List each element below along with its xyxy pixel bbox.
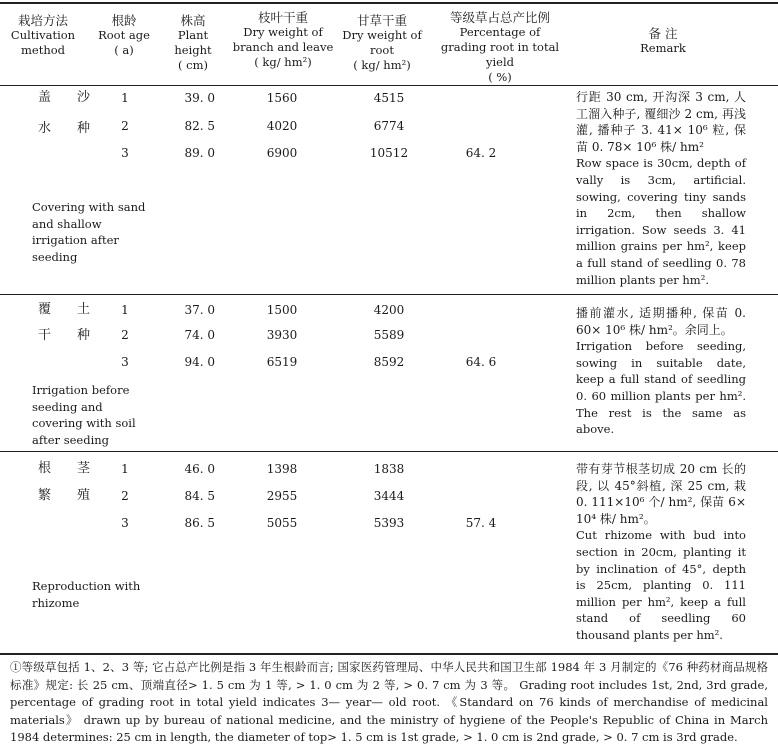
row2-root-1: 4200 — [373, 303, 405, 317]
row2-method-zh-1: 覆土 — [38, 302, 117, 317]
row3-remark — [576, 461, 746, 644]
row3-age-2: 2 — [121, 489, 129, 503]
row3-root-3: 5393 — [373, 516, 405, 530]
row3-method-zh-1: 根茎 — [38, 461, 117, 476]
table-footnote: ①等级草包括 1、2、3 等; 它占总产比例是指 3 年生根龄而言; 国家医药管理局、中华人民共和国卫生部 1984 年 3 月制定的《76 种药材商品规格标准》规定: 长 25 cm、顶端直径> 1. 5 cm 为 1 等, > 1. 0 cm 为 2 等, > 0. 7 cm 为 3 等。 Grading root includes 1st, 2nd, 3rd grade, percentage of grading root in total yield indicates 3— year— old root. 《Standard on 76 kinds of merchandise of medicinal materials》 drawn up by bureau of national medicine, and the ministry of hygiene of the People's Republic of China in March 1984 determines: 25 cm in length, the diameter of top> 1. 5 cm is 1st grade, > 1. 0 cm is 2nd grade, > 0. 7 cm is 3rd grade. — [10, 660, 768, 744]
row1-remark-en: Row space is 30cm, depth of vally is 3cm, artificial. sowing, covering tiny sands in 2cm, then shallow irrigation. Sow seeds 3. 41 million grains per hm², keep a full stand of seedling 0. 78 million plants per hm². — [576, 156, 746, 287]
row3-height-1: 46. 0 — [184, 462, 215, 476]
row1-height-2: 82. 5 — [184, 119, 215, 133]
header-remark: 备 注 Remark — [640, 26, 686, 55]
row2-height-1: 37. 0 — [184, 303, 215, 317]
row1-age-3: 3 — [121, 146, 129, 160]
row1-branch-1: 1560 — [266, 91, 298, 105]
row3-height-3: 86. 5 — [184, 516, 215, 530]
row3-branch-3: 5055 — [266, 516, 298, 530]
row1-branch-2: 4020 — [266, 119, 298, 133]
header-bottom-rule — [0, 85, 778, 86]
row3-root-1: 1838 — [373, 462, 405, 476]
row1-method-zh-1: 盖沙 — [38, 90, 117, 105]
row2-method-en: Irrigation before seeding and covering with soil after seeding — [32, 383, 136, 447]
row1-method-zh-2: 水种 — [38, 121, 117, 136]
row2-branch-2: 3930 — [266, 328, 298, 342]
row2-branch-1: 1500 — [266, 303, 298, 317]
row3-branch-2: 2955 — [266, 489, 298, 503]
row2-age-2: 2 — [121, 328, 129, 342]
row1-remark — [576, 89, 746, 288]
row3-branch-1: 1398 — [266, 462, 298, 476]
row3-age-1: 1 — [121, 462, 129, 476]
row2-remark-en: Irrigation before seeding, sowing in suitable date, keep a full stand of seedling 0. 60 million plants per hm². The rest is the same as above. — [576, 339, 746, 437]
row3-remark-zh: 带有芽节根茎切成 20 cm 长的段, 以 45°斜植, 深 25 cm, 栽 0. 111×10⁶ 个/ hm², 保苗 6× 10⁴ 株/ hm²。 — [576, 462, 746, 526]
table-top-rule — [0, 2, 778, 4]
row3-remark-en: Cut rhizome with bud into section in 20cm, planting it by inclination of 45°, depth is 25cm, planting 0. 111 million per hm², keep a full stand of seedling 60 thousand plants per hm². — [576, 528, 746, 642]
row1-age-1: 1 — [121, 91, 129, 105]
row3-height-2: 84. 5 — [184, 489, 215, 503]
row1-branch-3: 6900 — [266, 146, 298, 160]
row3-root-2: 3444 — [373, 489, 405, 503]
row2-age-3: 3 — [121, 355, 129, 369]
row1-remark-zh: 行距 30 cm, 开沟深 3 cm, 人工溜入种子, 覆细沙 2 cm, 再浅灌, 播种子 3. 41× 10⁶ 粒, 保苗 0. 78× 10⁶ 株/ hm² — [576, 90, 746, 154]
header-plant-height: 株高 Plant height ( cm) — [174, 13, 212, 72]
row1-age-2: 2 — [121, 119, 129, 133]
row2-age-1: 1 — [121, 303, 129, 317]
header-root-age: 根龄 Root age ( a) — [98, 13, 150, 57]
row2-branch-3: 6519 — [266, 355, 298, 369]
row3-age-3: 3 — [121, 516, 129, 530]
row3-method-en: Reproduction with rhizome — [32, 579, 141, 610]
row1-root-2: 6774 — [373, 119, 405, 133]
row3-percentage: 57. 4 — [465, 516, 497, 530]
row2-method-zh-2: 干种 — [38, 328, 117, 343]
row1-root-3: 10512 — [369, 146, 409, 160]
row1-height-3: 89. 0 — [184, 146, 215, 160]
row2-height-3: 94. 0 — [184, 355, 215, 369]
row2-height-2: 74. 0 — [184, 328, 215, 342]
row1-height-1: 39. 0 — [184, 91, 215, 105]
table-bottom-rule — [0, 653, 778, 655]
header-root-weight: 甘草干重 Dry weight of root ( kg/ hm²) — [342, 13, 422, 72]
row1-bottom-rule — [0, 294, 778, 295]
row2-root-2: 5589 — [373, 328, 405, 342]
header-grade-percentage: 等级草占总产比例 Percentage of grading root in total yield ( %) — [440, 10, 560, 84]
row1-percentage: 64. 2 — [465, 146, 497, 160]
row2-remark — [576, 305, 746, 438]
header-branch-leaf: 枝叶干重 Dry weight of branch and leave ( kg/ hm²) — [232, 10, 334, 69]
row1-root-1: 4515 — [373, 91, 405, 105]
row2-root-3: 8592 — [373, 355, 405, 369]
row2-remark-zh: 播前灌水, 适期播种, 保苗 0. 60× 10⁶ 株/ hm²。余同上。 — [576, 306, 746, 337]
header-method: 栽培方法 Cultivation method — [10, 13, 76, 57]
row2-percentage: 64. 6 — [465, 355, 497, 369]
row1-method-en: Covering with sand and shallow irrigation after seeding — [32, 200, 146, 264]
row3-method-zh-2: 繁殖 — [38, 488, 117, 503]
row2-bottom-rule — [0, 451, 778, 452]
